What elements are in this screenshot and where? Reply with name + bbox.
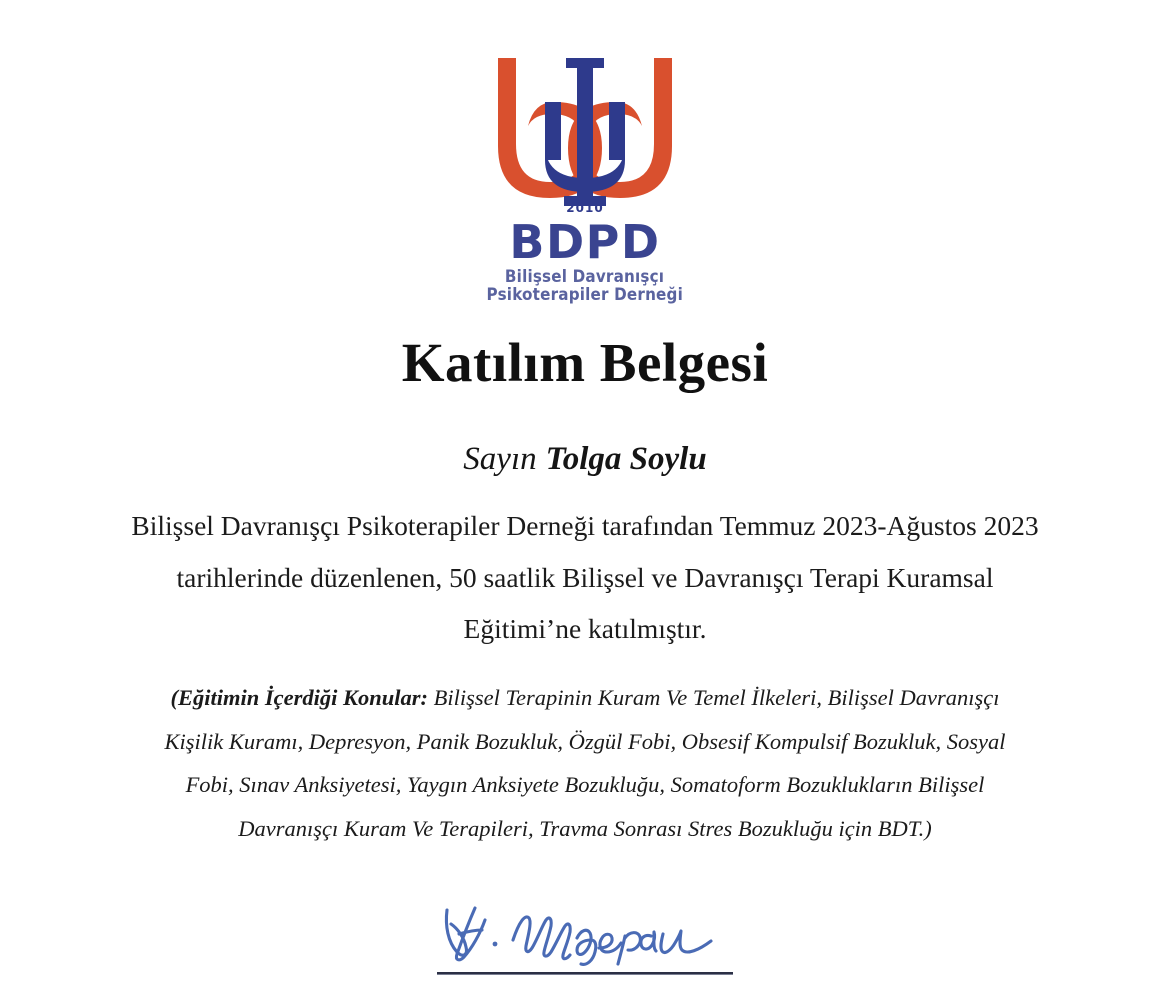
- recipient-salutation: Sayın: [463, 441, 537, 477]
- logo-subtitle-line-1: Bilişsel Davranışçı: [505, 267, 665, 286]
- training-topics-list: Bilişsel Terapinin Kuram Ve Temel İlkeleri, Bilişsel Davranışçı Kişilik Kuramı, Depresyon, Panik Bozukluk, Özgül Fobi, Obsesif Kompulsif Bozukluk, Sosyal Fobi, Sınav Anksiyetesi, Yaygın Anksiyete Bozukluğu, Somatoform Bozuklukların Bilişsel Davranışçı Kuram Ve Terapileri, Travma Sonrası Stres Bozukluğu için BDT.): [164, 685, 1006, 841]
- logo-subtitle-line-2: Psikoterapiler Derneği: [486, 284, 684, 304]
- training-topics-text: [140, 676, 1030, 851]
- certificate-body-text: Bilişsel Davranışçı Psikoterapiler Derneği tarafından Temmuz 2023-Ağustos 2023 tarihlerinde düzenlenen, 50 saatlik Bilişsel ve Davranışçı Terapi Kuramsal Eğitimi’ne katılmıştır.: [131, 510, 1039, 645]
- recipient-name: Tolga Soylu: [545, 441, 707, 477]
- training-topics-label: (Eğitimin İçerdiği Konular:: [170, 685, 429, 710]
- logo-founding-year: 2010: [566, 201, 604, 215]
- bdpd-psi-logo-icon: [490, 52, 680, 210]
- organization-logo: [0, 52, 1170, 304]
- signature-icon: [435, 900, 735, 970]
- recipient-line: [0, 440, 1170, 480]
- logo-acronym: BDPD: [509, 215, 661, 269]
- signature-line: [437, 972, 733, 975]
- signature-block: [0, 900, 1170, 975]
- certificate-title: Katılım Belgesi: [401, 332, 769, 393]
